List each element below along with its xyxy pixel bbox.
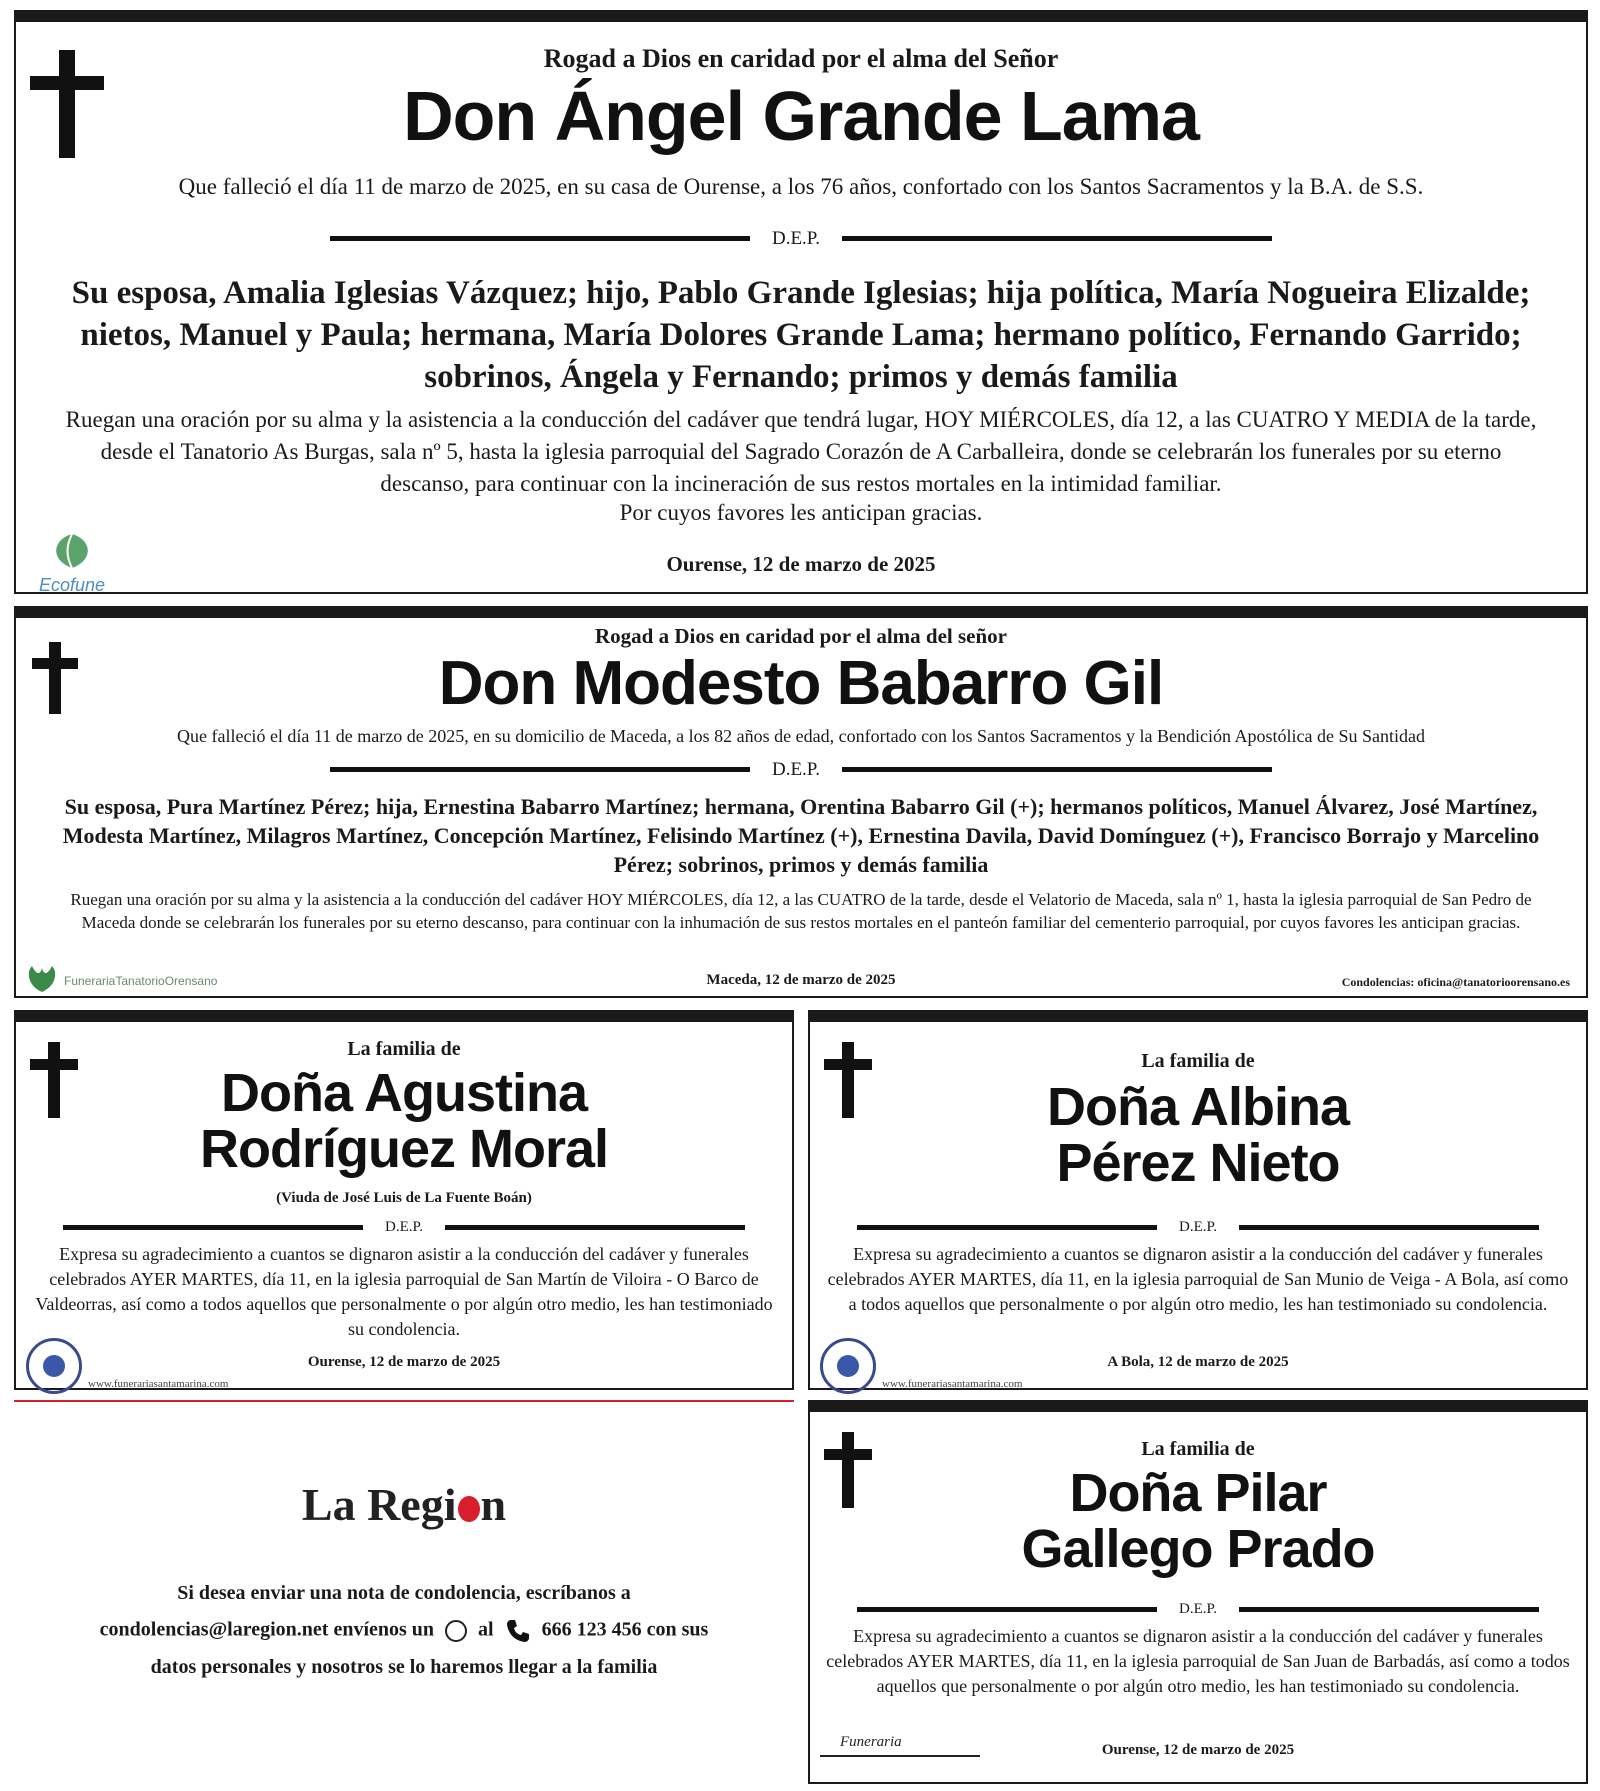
dep-label: D.E.P. <box>1179 1219 1217 1236</box>
logo-text: Ecofune <box>38 575 106 595</box>
thanks-agustina-rodriguez-moral <box>14 1010 794 1390</box>
thanks-pilar-gallego-prado <box>808 1400 1588 1784</box>
ad-line-3: datos personales y nosotros se lo haremos llegar a la familia <box>150 1656 658 1678</box>
condolences-email: Condolencias: oficina@tanatorioorensano.es <box>1341 975 1570 989</box>
funeraria-santa-marina-seal-icon <box>26 1338 82 1394</box>
ceremony-details: Ruegan una oración por su alma y la asistencia a la conducción del cadáver que tendrá lugar, HOY MIÉRCOLES, día 12, a las CUATRO Y MEDIA de la tarde, desde el Tanatorio As Burgas, sala nº 5, hasta la iglesia parroquial del Sagrado Corazón de A Carballeira, donde se celebrarán los funerales por su eterno descanso, para continuar con la incineración de sus restos mortales en la intimidad familiar. <box>65 407 1537 496</box>
ceremony-details: Ruegan una oración por su alma y la asistencia a la conducción del cadáver HOY MIÉRCOLES, día 12, a las CUATRO de la tarde, desde el Velatorio de Maceda, sala nº 1, hasta la iglesia parroquial de San Pedro de Maceda donde se celebrarán los funerales por su eterno descanso, para continuar con la inhumación de sus restos mortales en el panteón familiar del cementerio parroquial, por cuyos favores les anticipan gracias. <box>70 890 1532 932</box>
brand-text-end: n <box>480 1479 507 1530</box>
thanks-text: Por cuyos favores les anticipan gracias. <box>619 500 983 525</box>
family-list: Su esposa, Amalia Iglesias Vázquez; hijo, Pablo Grande Iglesias; hija política, María Nogueira Elizalde; nietos, Manuel y Paula; hermana, María Dolores Grande Lama; hermano político, Fernando Garrido; sobrinos, Ángela y Fernando; primos y demás familia <box>71 275 1531 395</box>
deceased-name-line2: Pérez Nieto <box>1056 1133 1340 1193</box>
deceased-name-line2: Gallego Prado <box>1021 1519 1375 1579</box>
funeraria-url: www.funerariasantamarina.com <box>882 1378 1023 1390</box>
ad-line-1: Si desea enviar una nota de condolencia, escríbanos a <box>177 1582 631 1604</box>
leaf-icon <box>30 530 114 570</box>
brand-dot-icon <box>458 1496 480 1522</box>
intro-text: La familia de <box>1141 1050 1255 1072</box>
intro-text: Rogad a Dios en caridad por el alma del Señor <box>543 44 1059 73</box>
family-list: Su esposa, Pura Martínez Pérez; hija, Ernestina Babarro Martínez; hermana, Orentina Babarro Gil (+); hermanos políticos, Manuel Álvarez, José Martínez, Modesta Martínez, Milagros Martínez, Concepción Martínez, Felisindo Martínez (+), Ernestina Davila, David Domínguez (+), Francisco Borrajo y Marcelino Pérez; sobrinos, primos y demás familia <box>62 794 1540 877</box>
deceased-name: Don Ángel Grande Lama <box>403 77 1199 155</box>
dep-divider <box>16 227 1586 250</box>
death-details: Que falleció el día 11 de marzo de 2025, en su casa de Ourense, a los 76 años, confortado con los Santos Sacramentos y la B.A. de S.S. <box>178 174 1424 199</box>
dep-label: D.E.P. <box>1179 1601 1217 1618</box>
deceased-name-line1: Doña Pilar <box>1069 1463 1327 1523</box>
ad-al: al <box>478 1618 494 1641</box>
obituary-angel-grande-lama <box>14 10 1588 594</box>
funeraria-url: www.funerariasantamarina.com <box>88 1378 229 1390</box>
dep-label: D.E.P. <box>771 758 821 780</box>
intro-text: La familia de <box>347 1038 461 1060</box>
dep-divider <box>16 1216 792 1238</box>
leaf-icon <box>24 964 60 994</box>
place-date: Ourense, 12 de marzo de 2025 <box>666 552 936 576</box>
widow-note: (Viuda de José Luis de La Fuente Boán) <box>276 1190 532 1206</box>
ad-line-2 <box>14 1618 794 1644</box>
funeraria-logo <box>820 1734 990 1774</box>
funeraria-santa-marina-seal-icon <box>820 1338 876 1394</box>
deceased-name-line2: Rodríguez Moral <box>199 1119 608 1179</box>
ecofune-logo <box>30 530 114 595</box>
ad-email: condolencias@laregion.net envíenos un <box>99 1618 435 1641</box>
deceased-name-line1: Doña Agustina <box>220 1063 587 1123</box>
phone-icon <box>505 1618 531 1644</box>
brand-text: La Regi <box>301 1479 457 1530</box>
thanks-albina-perez-nieto <box>808 1010 1588 1390</box>
place-date: Ourense, 12 de marzo de 2025 <box>1101 1742 1295 1758</box>
intro-text: La familia de <box>1141 1438 1255 1460</box>
dep-label: D.E.P. <box>385 1219 423 1236</box>
la-region-logo <box>14 1478 794 1531</box>
logo-text: FunerariaTanatorioOrensano <box>64 974 218 988</box>
deceased-name-line1: Doña Albina <box>1046 1077 1349 1137</box>
dep-divider <box>16 758 1586 781</box>
ad-phone: 666 123 456 con sus <box>541 1618 709 1641</box>
dep-divider <box>810 1216 1586 1238</box>
logo-underline <box>820 1755 980 1757</box>
la-region-condolence-ad <box>14 1400 794 1784</box>
deceased-name: Don Modesto Babarro Gil <box>438 649 1164 718</box>
death-details: Que falleció el día 11 de marzo de 2025, en su domicilio de Maceda, a los 82 años de edad, confortado con los Santos Sacramentos y la Bendición Apostólica de Su Santidad <box>176 726 1425 746</box>
dep-divider <box>810 1598 1586 1620</box>
dep-label: D.E.P. <box>771 227 821 249</box>
place-date: A Bola, 12 de marzo de 2025 <box>1107 1354 1289 1370</box>
place-date: Maceda, 12 de marzo de 2025 <box>706 972 896 988</box>
tanatorio-orensano-logo <box>24 964 264 994</box>
obituary-modesto-babarro-gil <box>14 606 1588 998</box>
logo-text: Funeraria <box>840 1734 902 1750</box>
thanks-body: Expresa su agradecimiento a cuantos se dignaron asistir a la conducción del cadáver y funerales celebrados AYER MARTES, día 11, en la iglesia parroquial de San Juan de Barbadás, así como a todos aquellos que personalmente o por algún otro medio, les han testimoniado su condolencia. <box>826 1626 1570 1696</box>
whatsapp-icon <box>445 1620 467 1642</box>
thanks-body: Expresa su agradecimiento a cuantos se dignaron asistir a la conducción del cadáver y funerales celebrados AYER MARTES, día 11, en la iglesia parroquial de San Martín de Viloira - O Barco de Valdeorras, así como a todos aquellos que personalmente o por algún otro medio, les han testimoniado su condolencia. <box>35 1244 773 1339</box>
intro-text: Rogad a Dios en caridad por el alma del señor <box>594 624 1008 648</box>
place-date: Ourense, 12 de marzo de 2025 <box>307 1354 501 1370</box>
thanks-body: Expresa su agradecimiento a cuantos se dignaron asistir a la conducción del cadáver y funerales celebrados AYER MARTES, día 11, en la iglesia parroquial de San Munio de Veiga - A Bola, así como a todos aquellos que personalmente o por algún otro medio, les han testimoniado su condolencia. <box>827 1244 1569 1314</box>
